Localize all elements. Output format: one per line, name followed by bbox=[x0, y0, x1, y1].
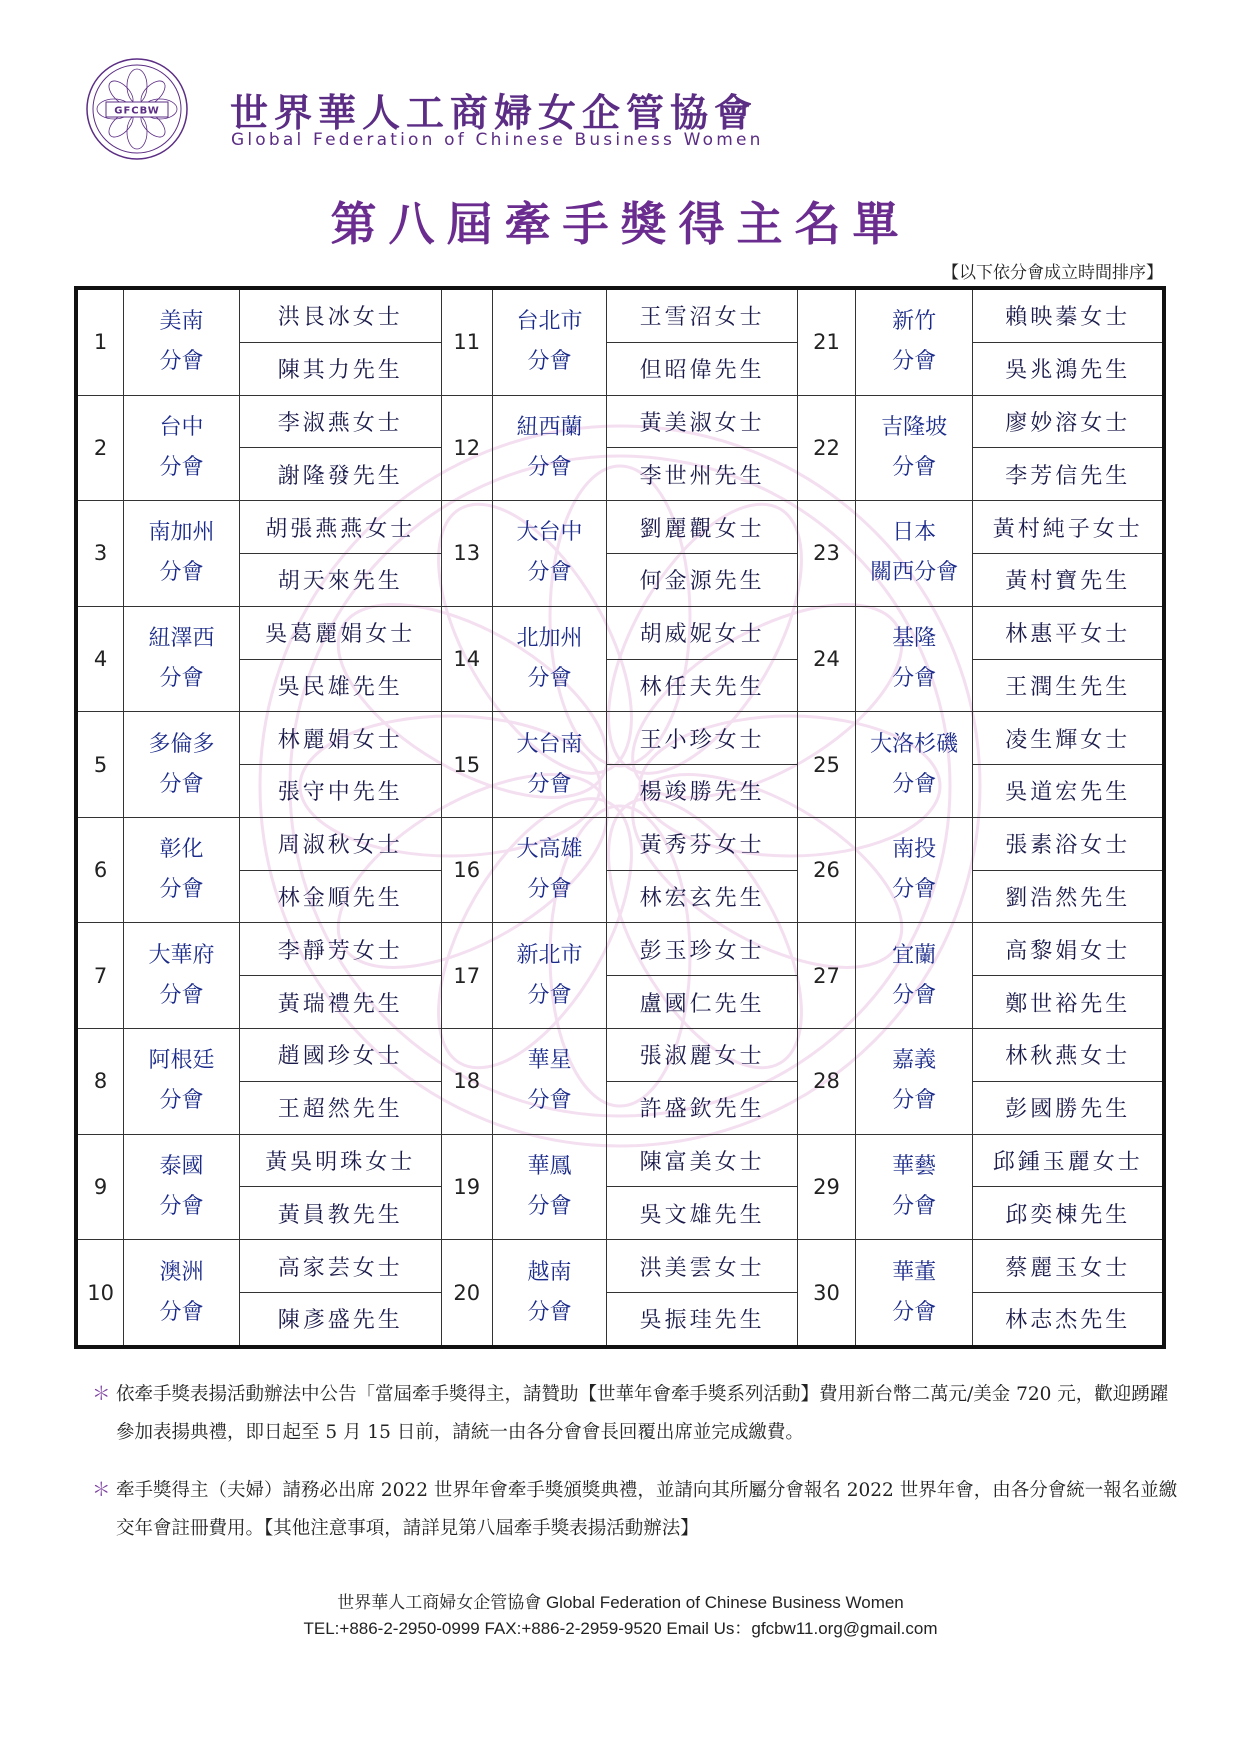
table-row bbox=[76, 712, 1164, 765]
chapter-suffix: 分會 bbox=[892, 1088, 937, 1114]
husband-name: 彭國勝先生 bbox=[973, 1081, 1164, 1134]
table-row bbox=[76, 342, 1164, 395]
chapter-region: 南投 bbox=[892, 837, 937, 863]
table-row bbox=[76, 448, 1164, 501]
winner-number: 29 bbox=[798, 1134, 856, 1240]
gfcbw-logo-icon bbox=[84, 56, 190, 162]
document-title: 第八屆牽手獎得主名單 bbox=[330, 197, 911, 251]
wife-name: 胡張燕燕女士 bbox=[239, 501, 441, 554]
wife-name: 胡威妮女士 bbox=[607, 606, 798, 659]
table-row bbox=[76, 1029, 1164, 1082]
chapter-region: 吉隆坡 bbox=[881, 414, 948, 440]
husband-name: 吳民雄先生 bbox=[239, 659, 441, 712]
chapter-suffix: 分會 bbox=[527, 1299, 572, 1325]
wife-name: 王小珍女士 bbox=[607, 712, 798, 765]
chapter-region: 新北市 bbox=[516, 942, 583, 968]
chapter-region: 紐西蘭 bbox=[516, 414, 583, 440]
winner-number: 18 bbox=[441, 1029, 492, 1135]
table-row bbox=[76, 1134, 1164, 1187]
chapter-region: 新竹 bbox=[892, 309, 937, 335]
chapter-name bbox=[855, 923, 973, 1029]
chapter-name bbox=[492, 923, 606, 1029]
winner-number: 15 bbox=[441, 712, 492, 818]
wife-name: 黃秀芬女士 bbox=[607, 817, 798, 870]
sort-note: 【以下依分會成立時間排序】 bbox=[942, 263, 1163, 283]
husband-name: 吳文雄先生 bbox=[607, 1187, 798, 1240]
chapter-region: 宜蘭 bbox=[892, 942, 937, 968]
husband-name: 黃村寶先生 bbox=[973, 553, 1164, 606]
winner-number: 26 bbox=[798, 817, 856, 923]
chapter-region: 大高雄 bbox=[516, 837, 583, 863]
chapter-suffix: 分會 bbox=[527, 771, 572, 797]
table-row bbox=[76, 501, 1164, 554]
wife-name: 王雪沼女士 bbox=[607, 288, 798, 342]
chapter-name bbox=[124, 288, 239, 395]
chapter-name bbox=[124, 817, 239, 923]
chapter-suffix: 分會 bbox=[527, 1193, 572, 1219]
chapter-region: 台中 bbox=[159, 414, 204, 440]
wife-name: 吳葛麗娟女士 bbox=[239, 606, 441, 659]
svg-text:GFCBW: GFCBW bbox=[114, 105, 160, 117]
husband-name: 林志杰先生 bbox=[973, 1292, 1164, 1347]
chapter-region: 華董 bbox=[892, 1259, 937, 1285]
husband-name: 但昭偉先生 bbox=[607, 342, 798, 395]
wife-name: 林麗娟女士 bbox=[239, 712, 441, 765]
husband-name: 張守中先生 bbox=[239, 765, 441, 818]
winner-number: 20 bbox=[441, 1240, 492, 1347]
wife-name: 趙國珍女士 bbox=[239, 1029, 441, 1082]
chapter-name bbox=[492, 606, 606, 712]
chapter-name bbox=[492, 1240, 606, 1347]
chapter-suffix: 分會 bbox=[892, 877, 937, 903]
table-row bbox=[76, 870, 1164, 923]
wife-name: 劉麗觀女士 bbox=[607, 501, 798, 554]
chapter-name bbox=[855, 395, 973, 501]
chapter-suffix: 分會 bbox=[159, 560, 204, 586]
chapter-suffix: 分會 bbox=[892, 771, 937, 797]
chapter-name bbox=[124, 1029, 239, 1135]
husband-name: 陳其力先生 bbox=[239, 342, 441, 395]
husband-name: 王潤生先生 bbox=[973, 659, 1164, 712]
chapter-name bbox=[492, 288, 606, 395]
wife-name: 洪美雲女士 bbox=[607, 1240, 798, 1293]
chapter-suffix: 分會 bbox=[527, 982, 572, 1008]
chapter-region: 多倫多 bbox=[148, 731, 215, 757]
wife-name: 彭玉珍女士 bbox=[607, 923, 798, 976]
husband-name: 王超然先生 bbox=[239, 1081, 441, 1134]
husband-name: 林宏玄先生 bbox=[607, 870, 798, 923]
chapter-name bbox=[124, 1134, 239, 1240]
chapter-suffix: 關西分會 bbox=[870, 560, 959, 586]
chapter-region: 嘉義 bbox=[892, 1048, 937, 1074]
winner-number: 8 bbox=[76, 1029, 124, 1135]
chapter-suffix: 分會 bbox=[892, 1299, 937, 1325]
winner-number: 27 bbox=[798, 923, 856, 1029]
table-row bbox=[76, 976, 1164, 1029]
winner-number: 6 bbox=[76, 817, 124, 923]
winner-number: 4 bbox=[76, 606, 124, 712]
chapter-region: 華星 bbox=[527, 1048, 572, 1074]
footer-org-line: 世界華人工商婦女企管協會 Global Federation of Chinese Business Women bbox=[337, 1593, 904, 1612]
wife-name: 凌生輝女士 bbox=[973, 712, 1164, 765]
chapter-suffix: 分會 bbox=[892, 1193, 937, 1219]
chapter-region: 華鳳 bbox=[527, 1153, 572, 1179]
chapter-region: 大台南 bbox=[516, 731, 583, 757]
chapter-suffix: 分會 bbox=[892, 666, 937, 692]
table-row bbox=[76, 1240, 1164, 1293]
wife-name: 黃美淑女士 bbox=[607, 395, 798, 448]
husband-name: 林任夫先生 bbox=[607, 659, 798, 712]
chapter-suffix: 分會 bbox=[892, 982, 937, 1008]
husband-name: 盧國仁先生 bbox=[607, 976, 798, 1029]
chapter-name bbox=[492, 395, 606, 501]
wife-name: 邱鍾玉麗女士 bbox=[973, 1134, 1164, 1187]
note-item bbox=[92, 1472, 1182, 1548]
winner-number: 2 bbox=[76, 395, 124, 501]
winners-table bbox=[74, 286, 1166, 1349]
winners-table-container bbox=[74, 286, 1166, 1349]
husband-name: 陳彥盛先生 bbox=[239, 1292, 441, 1347]
wife-name: 李淑燕女士 bbox=[239, 395, 441, 448]
wife-name: 黃村純子女士 bbox=[973, 501, 1164, 554]
chapter-suffix: 分會 bbox=[527, 560, 572, 586]
chapter-name bbox=[855, 817, 973, 923]
winner-number: 14 bbox=[441, 606, 492, 712]
winner-number: 16 bbox=[441, 817, 492, 923]
winner-number: 17 bbox=[441, 923, 492, 1029]
chapter-name bbox=[855, 712, 973, 818]
chapter-region: 日本 bbox=[892, 520, 937, 546]
chapter-region: 澳洲 bbox=[159, 1259, 204, 1285]
chapter-name bbox=[855, 1134, 973, 1240]
wife-name: 張淑麗女士 bbox=[607, 1029, 798, 1082]
wife-name: 賴映蓁女士 bbox=[973, 288, 1164, 342]
note-text: 依牽手獎表揚活動辦法中公告「當屆牽手獎得主，請贊助【世華年會牽手獎系列活動】費用新台幣二萬元/美金 720 元，歡迎踴躍參加表揚典禮，即日起至 5 月 15 日前，請統一由各分會會長回覆出席並完成繳費。 bbox=[116, 1384, 1169, 1443]
note-asterisk: ＊ bbox=[92, 1480, 111, 1501]
footer-contact-line: TEL:+886-2-2950-0999 FAX:+886-2-2959-9520 Email Us：gfcbw11.org@gmail.com bbox=[303, 1619, 938, 1638]
winner-number: 9 bbox=[76, 1134, 124, 1240]
chapter-name bbox=[124, 923, 239, 1029]
winner-number: 21 bbox=[798, 288, 856, 395]
chapter-suffix: 分會 bbox=[527, 1088, 572, 1114]
chapter-region: 北加州 bbox=[516, 626, 583, 652]
winner-number: 5 bbox=[76, 712, 124, 818]
chapter-region: 南加州 bbox=[148, 520, 215, 546]
chapter-suffix: 分會 bbox=[159, 1193, 204, 1219]
wife-name: 洪艮冰女士 bbox=[239, 288, 441, 342]
winner-number: 23 bbox=[798, 501, 856, 607]
winner-number: 7 bbox=[76, 923, 124, 1029]
chapter-name bbox=[124, 606, 239, 712]
husband-name: 吳道宏先生 bbox=[973, 765, 1164, 818]
winner-number: 19 bbox=[441, 1134, 492, 1240]
chapter-name bbox=[492, 817, 606, 923]
note-item bbox=[92, 1376, 1182, 1452]
husband-name: 吳兆鴻先生 bbox=[973, 342, 1164, 395]
chapter-name bbox=[855, 288, 973, 395]
chapter-region: 大華府 bbox=[148, 942, 215, 968]
page-header bbox=[84, 56, 984, 196]
table-row bbox=[76, 553, 1164, 606]
husband-name: 林金順先生 bbox=[239, 870, 441, 923]
winner-number: 10 bbox=[76, 1240, 124, 1347]
chapter-name bbox=[124, 712, 239, 818]
table-row bbox=[76, 395, 1164, 448]
wife-name: 林惠平女士 bbox=[973, 606, 1164, 659]
winner-number: 13 bbox=[441, 501, 492, 607]
table-row bbox=[76, 1292, 1164, 1347]
table-row bbox=[76, 288, 1164, 342]
chapter-suffix: 分會 bbox=[527, 666, 572, 692]
wife-name: 林秋燕女士 bbox=[973, 1029, 1164, 1082]
chapter-name bbox=[492, 1029, 606, 1135]
wife-name: 廖妙溶女士 bbox=[973, 395, 1164, 448]
chapter-suffix: 分會 bbox=[527, 349, 572, 375]
note-text: 牽手獎得主（夫婦）請務必出席 2022 世界年會牽手獎頒獎典禮，並請向其所屬分會報名 2022 世界年會，由各分會統一報名並繳交年會註冊費用。【其他注意事項，請詳見第八屆牽手獎表揚活動辦法】 bbox=[116, 1480, 1178, 1539]
chapter-suffix: 分會 bbox=[159, 771, 204, 797]
wife-name: 李靜芳女士 bbox=[239, 923, 441, 976]
husband-name: 李芳信先生 bbox=[973, 448, 1164, 501]
chapter-suffix: 分會 bbox=[159, 454, 204, 480]
chapter-region: 大洛杉磯 bbox=[870, 731, 959, 757]
chapter-region: 越南 bbox=[527, 1259, 572, 1285]
note-asterisk: ＊ bbox=[92, 1384, 111, 1405]
winner-number: 22 bbox=[798, 395, 856, 501]
chapter-region: 大台中 bbox=[516, 520, 583, 546]
org-name-chinese: 世界華人工商婦女企管協會 bbox=[230, 91, 759, 135]
husband-name: 何金源先生 bbox=[607, 553, 798, 606]
chapter-name bbox=[124, 395, 239, 501]
chapter-suffix: 分會 bbox=[159, 1088, 204, 1114]
table-row bbox=[76, 765, 1164, 818]
table-row bbox=[76, 1081, 1164, 1134]
wife-name: 高黎娟女士 bbox=[973, 923, 1164, 976]
husband-name: 黃員教先生 bbox=[239, 1187, 441, 1240]
chapter-region: 彰化 bbox=[159, 837, 204, 863]
wife-name: 周淑秋女士 bbox=[239, 817, 441, 870]
wife-name: 張素浴女士 bbox=[973, 817, 1164, 870]
chapter-name bbox=[124, 501, 239, 607]
table-row bbox=[76, 1187, 1164, 1240]
chapter-region: 台北市 bbox=[516, 309, 583, 335]
winner-number: 1 bbox=[76, 288, 124, 395]
chapter-name bbox=[492, 1134, 606, 1240]
chapter-suffix: 分會 bbox=[159, 666, 204, 692]
chapter-region: 紐澤西 bbox=[148, 626, 215, 652]
chapter-suffix: 分會 bbox=[159, 1299, 204, 1325]
chapter-region: 美南 bbox=[159, 309, 204, 335]
winner-number: 3 bbox=[76, 501, 124, 607]
chapter-region: 基隆 bbox=[892, 626, 937, 652]
winner-number: 24 bbox=[798, 606, 856, 712]
chapter-name bbox=[855, 1240, 973, 1347]
husband-name: 許盛欽先生 bbox=[607, 1081, 798, 1134]
husband-name: 胡天來先生 bbox=[239, 553, 441, 606]
chapter-suffix: 分會 bbox=[527, 454, 572, 480]
table-row bbox=[76, 606, 1164, 659]
winner-number: 30 bbox=[798, 1240, 856, 1347]
husband-name: 楊竣勝先生 bbox=[607, 765, 798, 818]
chapter-suffix: 分會 bbox=[159, 877, 204, 903]
wife-name: 高家芸女士 bbox=[239, 1240, 441, 1293]
chapter-name bbox=[855, 1029, 973, 1135]
winner-number: 28 bbox=[798, 1029, 856, 1135]
table-row bbox=[76, 817, 1164, 870]
winner-number: 11 bbox=[441, 288, 492, 395]
page-footer bbox=[0, 1590, 1241, 1642]
husband-name: 劉浩然先生 bbox=[973, 870, 1164, 923]
notes-section bbox=[92, 1376, 1182, 1568]
chapter-suffix: 分會 bbox=[892, 349, 937, 375]
chapter-region: 阿根廷 bbox=[148, 1048, 215, 1074]
husband-name: 吳振珪先生 bbox=[607, 1292, 798, 1347]
husband-name: 李世州先生 bbox=[607, 448, 798, 501]
chapter-name bbox=[492, 501, 606, 607]
chapter-suffix: 分會 bbox=[159, 982, 204, 1008]
wife-name: 黃吳明珠女士 bbox=[239, 1134, 441, 1187]
wife-name: 蔡麗玉女士 bbox=[973, 1240, 1164, 1293]
wife-name: 陳富美女士 bbox=[607, 1134, 798, 1187]
winner-number: 25 bbox=[798, 712, 856, 818]
chapter-name bbox=[124, 1240, 239, 1347]
husband-name: 邱奕棟先生 bbox=[973, 1187, 1164, 1240]
chapter-name bbox=[855, 501, 973, 607]
winner-number: 12 bbox=[441, 395, 492, 501]
husband-name: 謝隆發先生 bbox=[239, 448, 441, 501]
table-row bbox=[76, 923, 1164, 976]
husband-name: 黃瑞禮先生 bbox=[239, 976, 441, 1029]
chapter-suffix: 分會 bbox=[892, 454, 937, 480]
chapter-region: 泰國 bbox=[159, 1153, 204, 1179]
table-row bbox=[76, 659, 1164, 712]
chapter-name bbox=[492, 712, 606, 818]
org-name-english: Global Federation of Chinese Business Women bbox=[231, 130, 764, 150]
chapter-region: 華藝 bbox=[892, 1153, 937, 1179]
chapter-suffix: 分會 bbox=[159, 349, 204, 375]
husband-name: 鄭世裕先生 bbox=[973, 976, 1164, 1029]
chapter-name bbox=[855, 606, 973, 712]
chapter-suffix: 分會 bbox=[527, 877, 572, 903]
